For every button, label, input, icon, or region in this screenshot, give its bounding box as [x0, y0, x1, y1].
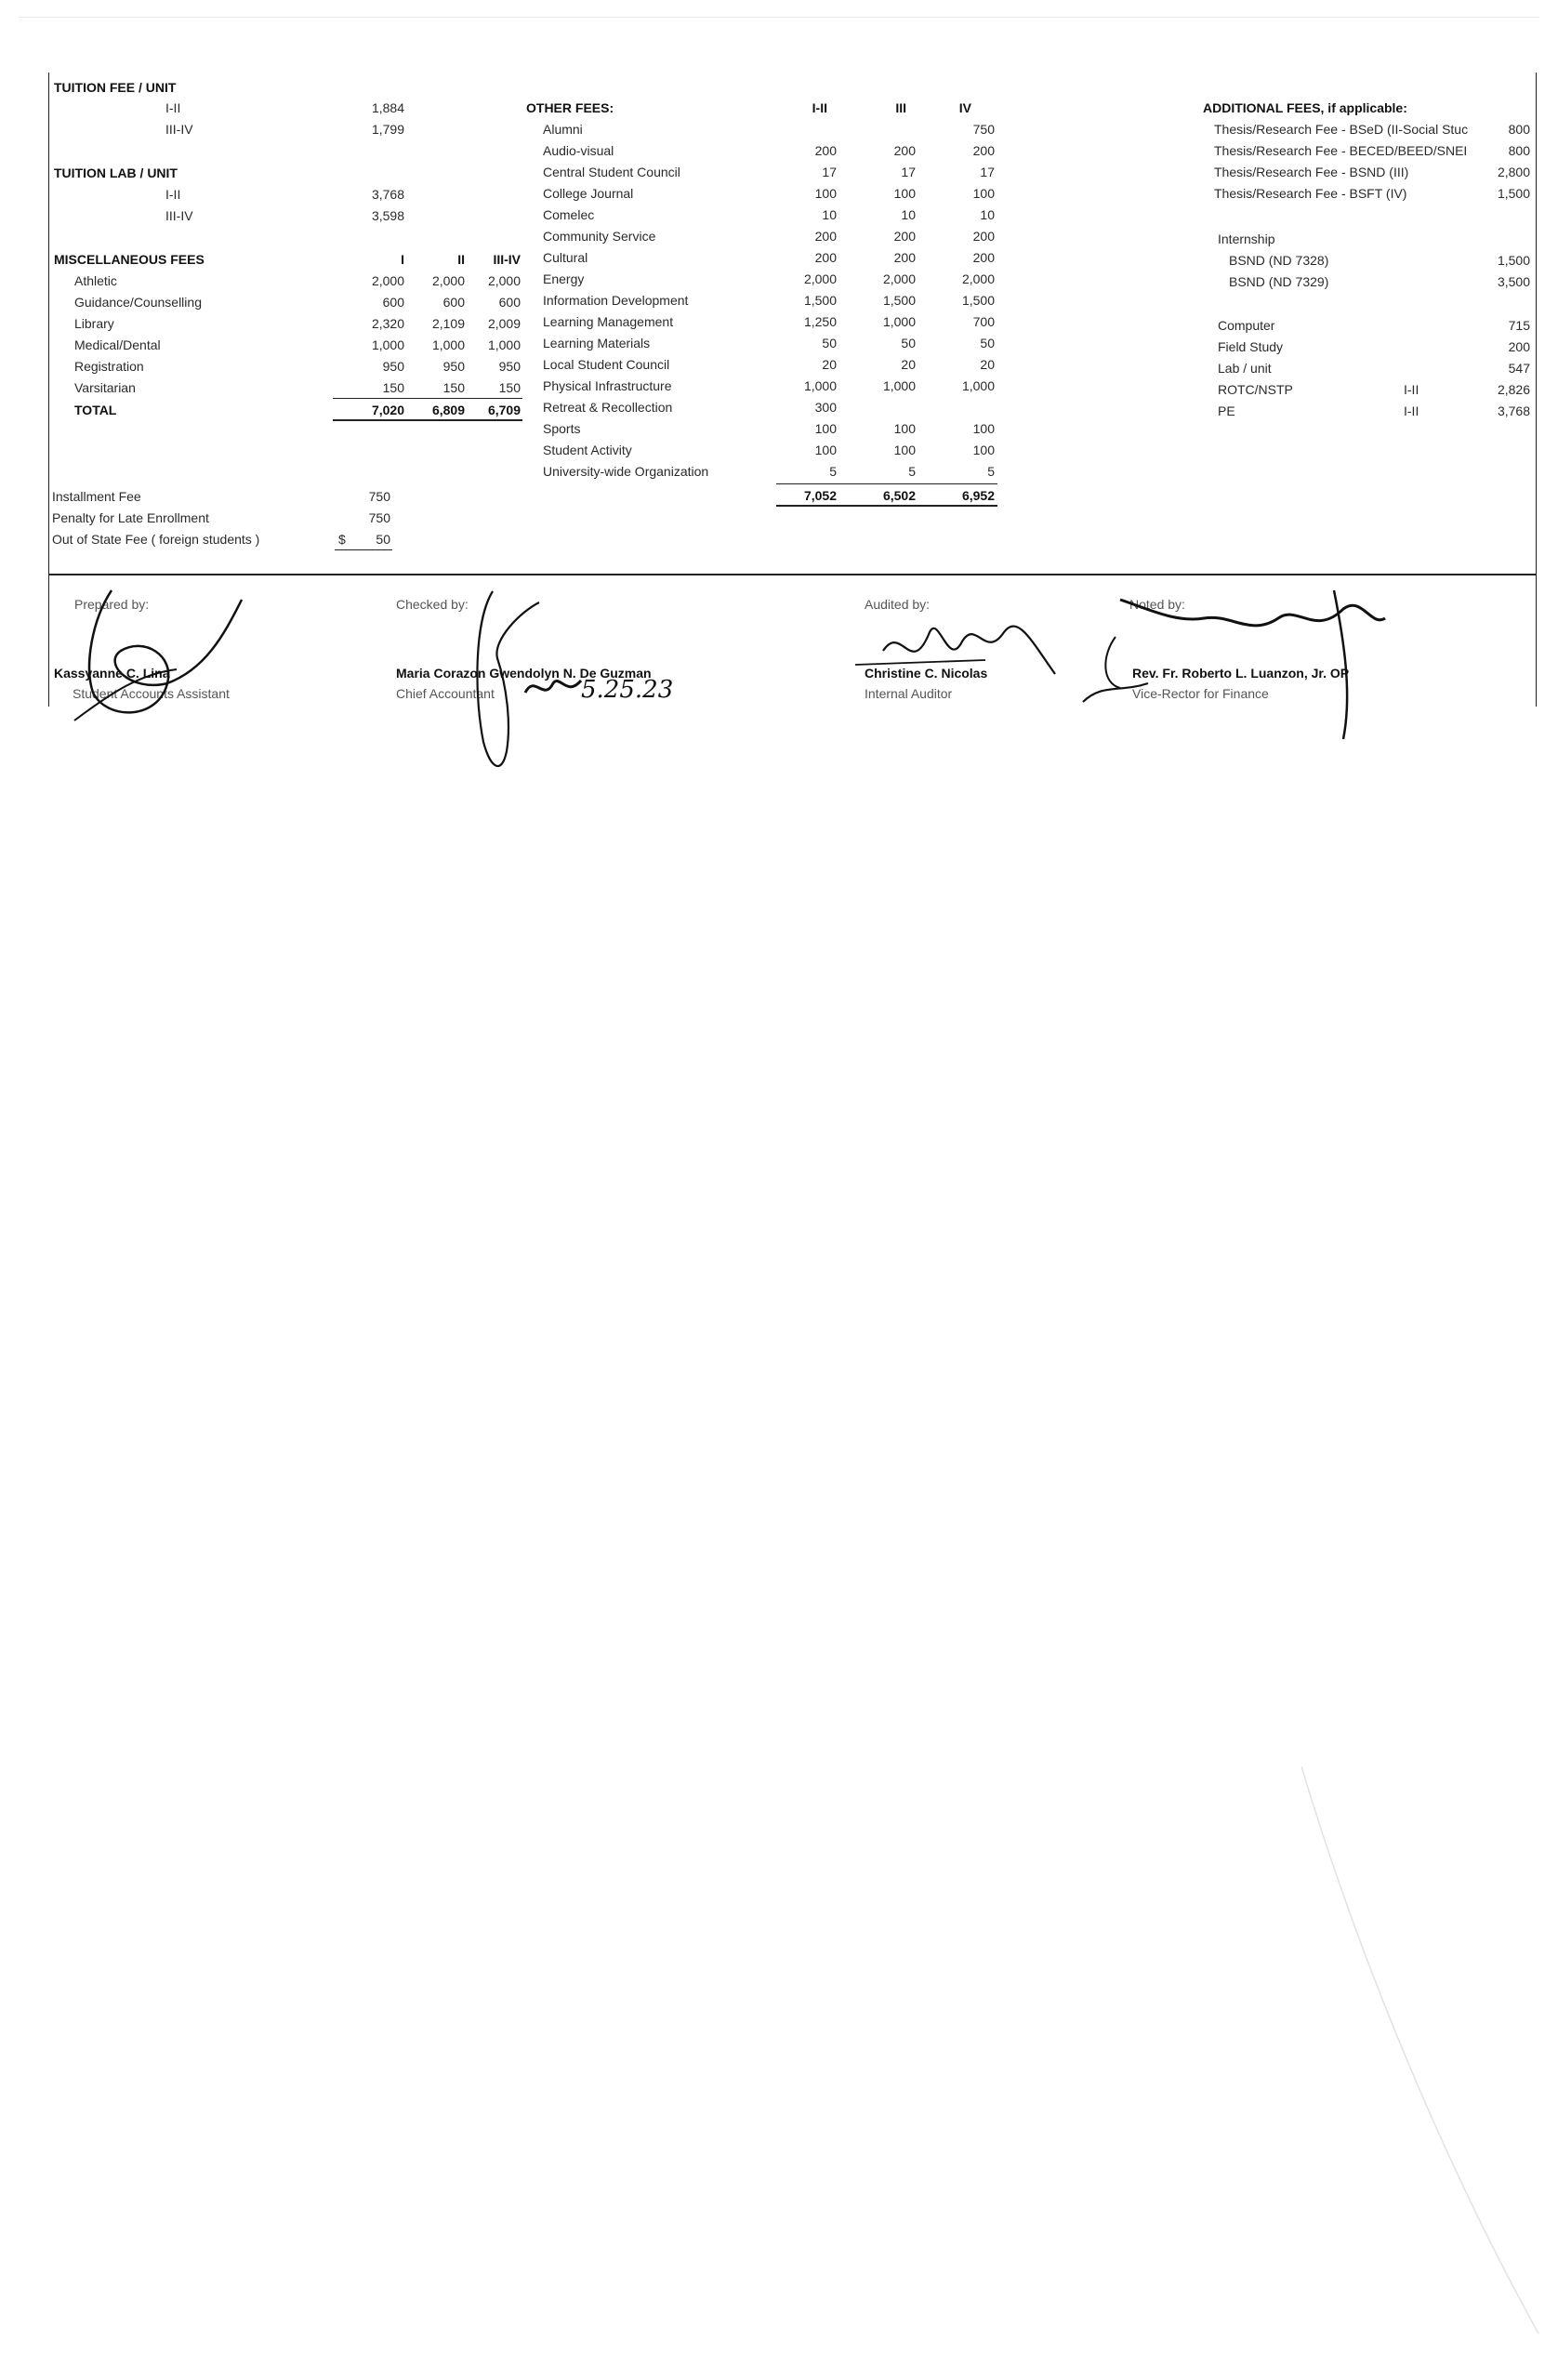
- other-row-label: Learning Management: [543, 314, 674, 329]
- thesis-fee-label: Thesis/Research Fee - BECED/BEED/SNEI: [1214, 143, 1468, 158]
- other-cell: 5: [908, 464, 916, 479]
- checked-by-title: Chief Accountant: [396, 686, 495, 701]
- late-enrollment-amount: 750: [368, 510, 390, 525]
- other-row-label: Audio-visual: [543, 143, 614, 158]
- tuition-level: I-II: [165, 100, 181, 115]
- prepared-by-caption: Prepared by:: [74, 597, 150, 612]
- misc-col-header: I: [401, 252, 404, 267]
- other-total-cell: 7,052: [803, 488, 837, 503]
- other-total-rule: [776, 483, 997, 484]
- misc-col-header: III-IV: [493, 252, 521, 267]
- other-row-label: Retreat & Recollection: [543, 400, 673, 415]
- other-cell: 200: [972, 250, 995, 265]
- misc-cell: 150: [442, 380, 465, 395]
- other-cell: 50: [822, 336, 837, 350]
- other-cell: 1,500: [961, 293, 995, 308]
- other-cell: 200: [893, 250, 916, 265]
- thesis-fee-label: Thesis/Research Fee - BSFT (IV): [1214, 186, 1407, 201]
- other-cell: 200: [814, 143, 837, 158]
- misc-cell: 950: [382, 359, 404, 374]
- tuition-lab-level: I-II: [165, 187, 181, 202]
- checked-initials: [521, 669, 586, 707]
- frame-left-border: [48, 73, 49, 707]
- other-cell: 10: [901, 207, 916, 222]
- scan-crease: [1301, 1766, 1543, 2343]
- other-row-label: College Journal: [543, 186, 634, 201]
- other-cell: 100: [893, 421, 916, 436]
- misc-total-underline: [333, 419, 522, 421]
- other-cell: 100: [814, 421, 837, 436]
- other-cell: 20: [901, 357, 916, 372]
- misc-cell: 600: [382, 295, 404, 310]
- misc-row-label: Registration: [74, 359, 144, 374]
- misc-cell: 950: [498, 359, 521, 374]
- misc-row-label: Library: [74, 316, 114, 331]
- additional-item-level: I-II: [1404, 382, 1419, 397]
- misc-row-label: Medical/Dental: [74, 337, 161, 352]
- other-cell: 2,000: [882, 271, 916, 286]
- misc-total-rule: [333, 398, 522, 399]
- other-row-label: Alumni: [543, 122, 583, 137]
- other-row-label: Comelec: [543, 207, 595, 222]
- installment-fee-amount: 750: [368, 489, 390, 504]
- thesis-fee-amount: 1,500: [1497, 186, 1530, 201]
- prepared-by-name: Kassyanne C. Lina: [54, 666, 170, 681]
- other-cell: 17: [901, 165, 916, 179]
- checked-by-caption: Checked by:: [396, 597, 469, 612]
- noted-by-title: Vice-Rector for Finance: [1132, 686, 1269, 701]
- internship-item-amount: 1,500: [1497, 253, 1530, 268]
- internship-item-amount: 3,500: [1497, 274, 1530, 289]
- other-row-label: Central Student Council: [543, 165, 680, 179]
- tuition-lab-level: III-IV: [165, 208, 193, 223]
- other-cell: 100: [814, 443, 837, 457]
- other-row-label: University-wide Organization: [543, 464, 709, 479]
- misc-cell: 1,000: [431, 337, 465, 352]
- other-cell: 300: [814, 400, 837, 415]
- additional-item-amount: 200: [1508, 339, 1530, 354]
- other-col-header: III: [895, 100, 906, 115]
- other-cell: 2,000: [803, 271, 837, 286]
- section-divider-line: [48, 574, 1537, 575]
- other-cell: 5: [987, 464, 995, 479]
- other-row-label: Local Student Council: [543, 357, 670, 372]
- other-cell: 200: [893, 229, 916, 244]
- other-row-label: Learning Materials: [543, 336, 651, 350]
- noted-by-name: Rev. Fr. Roberto L. Luanzon, Jr. OP: [1132, 666, 1350, 681]
- thesis-fee-amount: 2,800: [1497, 165, 1530, 179]
- other-cell: 750: [972, 122, 995, 137]
- other-cell: 50: [901, 336, 916, 350]
- misc-fees-title: MISCELLANEOUS FEES: [54, 252, 205, 267]
- misc-cell: 2,000: [431, 273, 465, 288]
- other-cell: 100: [893, 443, 916, 457]
- misc-cell: 1,000: [371, 337, 404, 352]
- misc-total-label: TOTAL: [74, 403, 117, 417]
- other-row-label: Energy: [543, 271, 585, 286]
- thesis-fee-label: Thesis/Research Fee - BSND (III): [1214, 165, 1409, 179]
- thesis-fee-label: Thesis/Research Fee - BSeD (II-Social Stuc: [1214, 122, 1469, 137]
- misc-col-header: II: [457, 252, 465, 267]
- misc-cell: 2,109: [431, 316, 465, 331]
- misc-cell: 600: [442, 295, 465, 310]
- other-cell: 10: [980, 207, 995, 222]
- misc-cell: 950: [442, 359, 465, 374]
- tuition-fee-title: TUITION FEE / UNIT: [54, 80, 177, 95]
- additional-item-level: I-II: [1404, 403, 1419, 418]
- other-cell: 200: [814, 250, 837, 265]
- additional-item-label: Field Study: [1218, 339, 1284, 354]
- additional-item-amount: 2,826: [1497, 382, 1530, 397]
- audited-by-caption: Audited by:: [865, 597, 931, 612]
- other-cell: 1,000: [882, 378, 916, 393]
- other-row-label: Sports: [543, 421, 581, 436]
- out-of-state-underline: [335, 549, 392, 550]
- prepared-by-title: Student Accounts Assistant: [73, 686, 230, 701]
- additional-item-amount: 3,768: [1497, 403, 1530, 418]
- other-cell: 100: [814, 186, 837, 201]
- other-fees-title: OTHER FEES:: [526, 100, 614, 115]
- other-cell: 200: [893, 143, 916, 158]
- other-col-header: I-II: [812, 100, 827, 115]
- misc-cell: 2,000: [487, 273, 521, 288]
- other-cell: 1,500: [882, 293, 916, 308]
- checked-by-name: Maria Corazon Gwendolyn N. De Guzman: [396, 666, 652, 681]
- other-total-cell: 6,502: [882, 488, 916, 503]
- additional-item-label: ROTC/NSTP: [1218, 382, 1293, 397]
- additional-fees-title: ADDITIONAL FEES, if applicable:: [1203, 100, 1407, 115]
- misc-row-label: Varsitarian: [74, 380, 136, 395]
- internship-label: Internship: [1218, 231, 1275, 246]
- late-enrollment-label: Penalty for Late Enrollment: [52, 510, 209, 525]
- other-cell: 17: [980, 165, 995, 179]
- other-cell: 100: [972, 186, 995, 201]
- additional-item-amount: 715: [1508, 318, 1530, 333]
- other-cell: 200: [814, 229, 837, 244]
- thesis-fee-amount: 800: [1508, 122, 1530, 137]
- tuition-lab-title: TUITION LAB / UNIT: [54, 165, 178, 180]
- other-cell: 1,000: [882, 314, 916, 329]
- audited-by-name: Christine C. Nicolas: [865, 666, 988, 681]
- tuition-lab-amount: 3,768: [371, 187, 404, 202]
- tuition-lab-amount: 3,598: [371, 208, 404, 223]
- other-cell: 50: [980, 336, 995, 350]
- other-cell: 1,000: [961, 378, 995, 393]
- audited-by-title: Internal Auditor: [865, 686, 953, 701]
- additional-item-label: Lab / unit: [1218, 361, 1272, 376]
- additional-item-label: PE: [1218, 403, 1235, 418]
- other-row-label: Physical Infrastructure: [543, 378, 672, 393]
- misc-row-label: Guidance/Counselling: [74, 295, 202, 310]
- misc-cell: 150: [382, 380, 404, 395]
- misc-total-cell: 6,809: [431, 403, 465, 417]
- other-cell: 700: [972, 314, 995, 329]
- out-of-state-currency: $: [338, 532, 346, 547]
- other-cell: 100: [893, 186, 916, 201]
- other-cell: 1,000: [803, 378, 837, 393]
- out-of-state-label: Out of State Fee ( foreign students ): [52, 532, 260, 547]
- other-cell: 1,500: [803, 293, 837, 308]
- other-total-cell: 6,952: [961, 488, 995, 503]
- misc-cell: 600: [498, 295, 521, 310]
- noted-signature: [1064, 581, 1399, 748]
- misc-cell: 2,009: [487, 316, 521, 331]
- checked-date: 5.25.23: [581, 676, 674, 704]
- misc-cell: 2,000: [371, 273, 404, 288]
- thesis-fee-amount: 800: [1508, 143, 1530, 158]
- other-cell: 100: [972, 421, 995, 436]
- other-cell: 17: [822, 165, 837, 179]
- misc-total-cell: 6,709: [487, 403, 521, 417]
- other-row-label: Information Development: [543, 293, 689, 308]
- additional-item-amount: 547: [1508, 361, 1530, 376]
- other-cell: 1,250: [803, 314, 837, 329]
- installment-fee-label: Installment Fee: [52, 489, 141, 504]
- other-row-label: Community Service: [543, 229, 656, 244]
- misc-total-cell: 7,020: [371, 403, 404, 417]
- tuition-amount: 1,884: [371, 100, 404, 115]
- misc-cell: 1,000: [487, 337, 521, 352]
- misc-cell: 2,320: [371, 316, 404, 331]
- misc-cell: 150: [498, 380, 521, 395]
- other-cell: 10: [822, 207, 837, 222]
- internship-item-label: BSND (ND 7329): [1229, 274, 1329, 289]
- internship-item-label: BSND (ND 7328): [1229, 253, 1329, 268]
- other-cell: 20: [980, 357, 995, 372]
- other-cell: 2,000: [961, 271, 995, 286]
- prepared-signature: [56, 581, 270, 739]
- other-row-label: Cultural: [543, 250, 588, 265]
- audited-signature: [846, 595, 1060, 697]
- noted-by-caption: Noted by:: [1129, 597, 1185, 612]
- tuition-amount: 1,799: [371, 122, 404, 137]
- other-total-underline: [776, 505, 997, 507]
- other-cell: 100: [972, 443, 995, 457]
- out-of-state-amount: 50: [376, 532, 390, 547]
- scan-top-edge: [19, 17, 1539, 18]
- other-col-header: IV: [958, 100, 971, 115]
- additional-item-label: Computer: [1218, 318, 1275, 333]
- other-row-label: Student Activity: [543, 443, 632, 457]
- other-cell: 200: [972, 143, 995, 158]
- other-cell: 200: [972, 229, 995, 244]
- other-cell: 5: [829, 464, 837, 479]
- tuition-level: III-IV: [165, 122, 193, 137]
- misc-row-label: Athletic: [74, 273, 117, 288]
- other-cell: 20: [822, 357, 837, 372]
- frame-right-border: [1536, 73, 1537, 707]
